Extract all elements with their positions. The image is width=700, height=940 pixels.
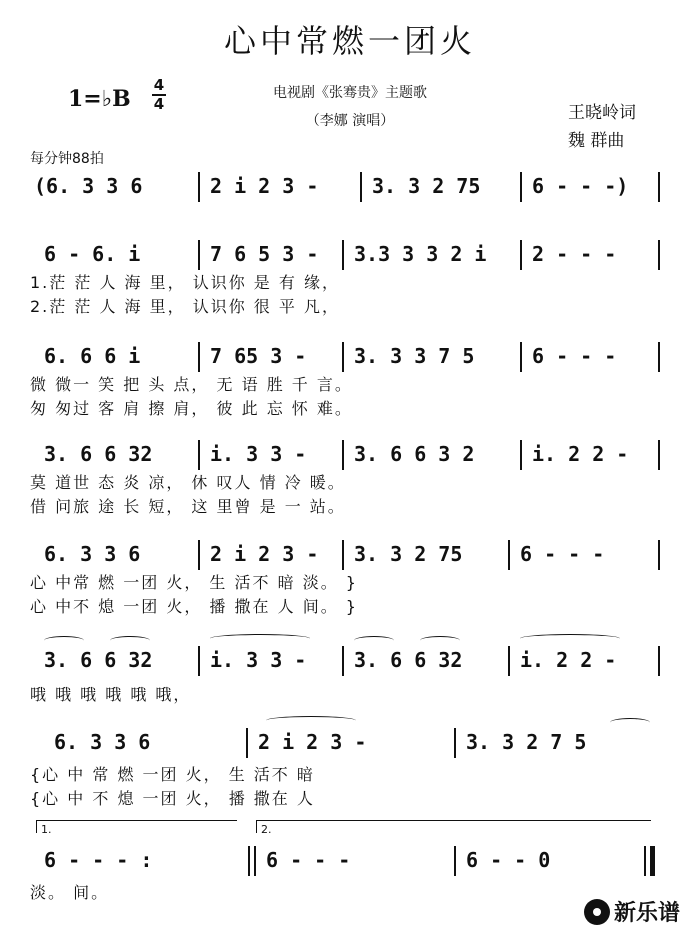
measure: 7 65 3 - (210, 344, 307, 368)
measure: i. 2 2 - (532, 442, 629, 466)
logo-text: 新乐谱 (613, 901, 680, 926)
measure: 2 i 2 3 - (258, 730, 367, 754)
measure: 3. 3 2 7 5 (466, 730, 587, 754)
measure: 3. 6 6 32 (354, 648, 463, 672)
notation-row (30, 172, 660, 200)
lyric-verse-1: 1.茫 茫 人 海 里， 认识你 是 有 缘， (30, 273, 340, 292)
subtitle: 电视剧《张骞贵》主题歌 (273, 85, 427, 101)
measure: 3. 3 3 7 5 (354, 344, 475, 368)
measure: 6 - - - (520, 542, 605, 566)
notation-row (30, 240, 660, 268)
measure: 6. 3 3 6 (44, 542, 141, 566)
measure: 6 - - - : (44, 848, 153, 872)
lyric-verse-2: {心 中 不 熄 一团 火， 播 撒在 人 (30, 789, 315, 808)
record-icon (584, 899, 610, 925)
composer: 魏 群曲 (568, 131, 625, 151)
measure: 6 - 6. i (44, 242, 141, 266)
lyric-line: 哦 哦 哦 哦 哦 哦， (30, 685, 192, 704)
performer: （李娜 演唱） (305, 113, 395, 129)
measure: i. 2 2 - (520, 648, 617, 672)
lyricist: 王晓岭词 (568, 103, 636, 123)
lyric-verse-2: 借 问旅 途 长 短， 这 里曾 是 一 站。 (30, 497, 346, 516)
lyric-verse-2: 匆 匆过 客 肩 擦 肩， 彼 此 忘 怀 难。 (30, 399, 353, 418)
measure: 6 - - -) (532, 174, 629, 198)
lyric-verse-1: 心 中常 燃 一团 火， 生 活不 暗 淡。 } (30, 573, 358, 592)
song-title: 心中常燃一团火 (223, 22, 476, 60)
measure: 7 6 5 3 - (210, 242, 319, 266)
notation-row (30, 728, 660, 756)
notation-row (30, 440, 660, 468)
measure: i. 3 3 - (210, 442, 307, 466)
lyric-verse-1: 莫 道世 态 炎 凉， 休 叹人 情 冷 暖。 (30, 473, 346, 492)
measure: 6. 3 3 6 (54, 730, 151, 754)
second-ending-bracket (256, 820, 651, 836)
ending-label: 1. (41, 823, 52, 836)
measure: 3. 3 2 75 (372, 174, 481, 198)
notation-row (30, 540, 660, 568)
measure: 3.3 3 3 2 i (354, 242, 487, 266)
lyric-verse-2: 心 中不 熄 一团 火， 播 撒在 人 间。 } (30, 597, 358, 616)
notation-row (30, 646, 660, 674)
measure: 3. 6 6 3 2 (354, 442, 475, 466)
time-signature-bottom: 4 (153, 95, 165, 113)
measure: 3. 6 6 32 (44, 442, 153, 466)
measure: 2 i 2 3 - (210, 174, 319, 198)
measure: (6. 3 3 6 (34, 174, 143, 198)
measure: 6 - - - (266, 848, 351, 872)
ending-label: 2. (261, 823, 272, 836)
lyric-line: 淡。 间。 (30, 883, 110, 902)
measure: 6 - - 0 (466, 848, 551, 872)
first-ending-bracket (36, 820, 237, 836)
lyric-verse-2: 2.茫 茫 人 海 里， 认识你 很 平 凡， (30, 297, 340, 316)
lyric-verse-1: {心 中 常 燃 一团 火， 生 活不 暗 (30, 765, 315, 784)
time-signature-top: 4 (153, 76, 165, 94)
measure: i. 3 3 - (210, 648, 307, 672)
measure: 2 - - - (532, 242, 617, 266)
key-signature: 1=♭B (68, 86, 131, 112)
notation-row (30, 342, 660, 370)
measure: 2 i 2 3 - (210, 542, 319, 566)
tempo-marking: 每分钟88拍 (30, 151, 104, 167)
site-logo (584, 896, 680, 927)
measure: 6. 6 6 i (44, 344, 141, 368)
notation-row (30, 846, 660, 874)
lyric-verse-1: 微 微一 笑 把 头 点， 无 语 胜 千 言。 (30, 375, 353, 394)
measure: 3. 6 6 32 (44, 648, 153, 672)
measure: 3. 3 2 75 (354, 542, 463, 566)
measure: 6 - - - (532, 344, 617, 368)
